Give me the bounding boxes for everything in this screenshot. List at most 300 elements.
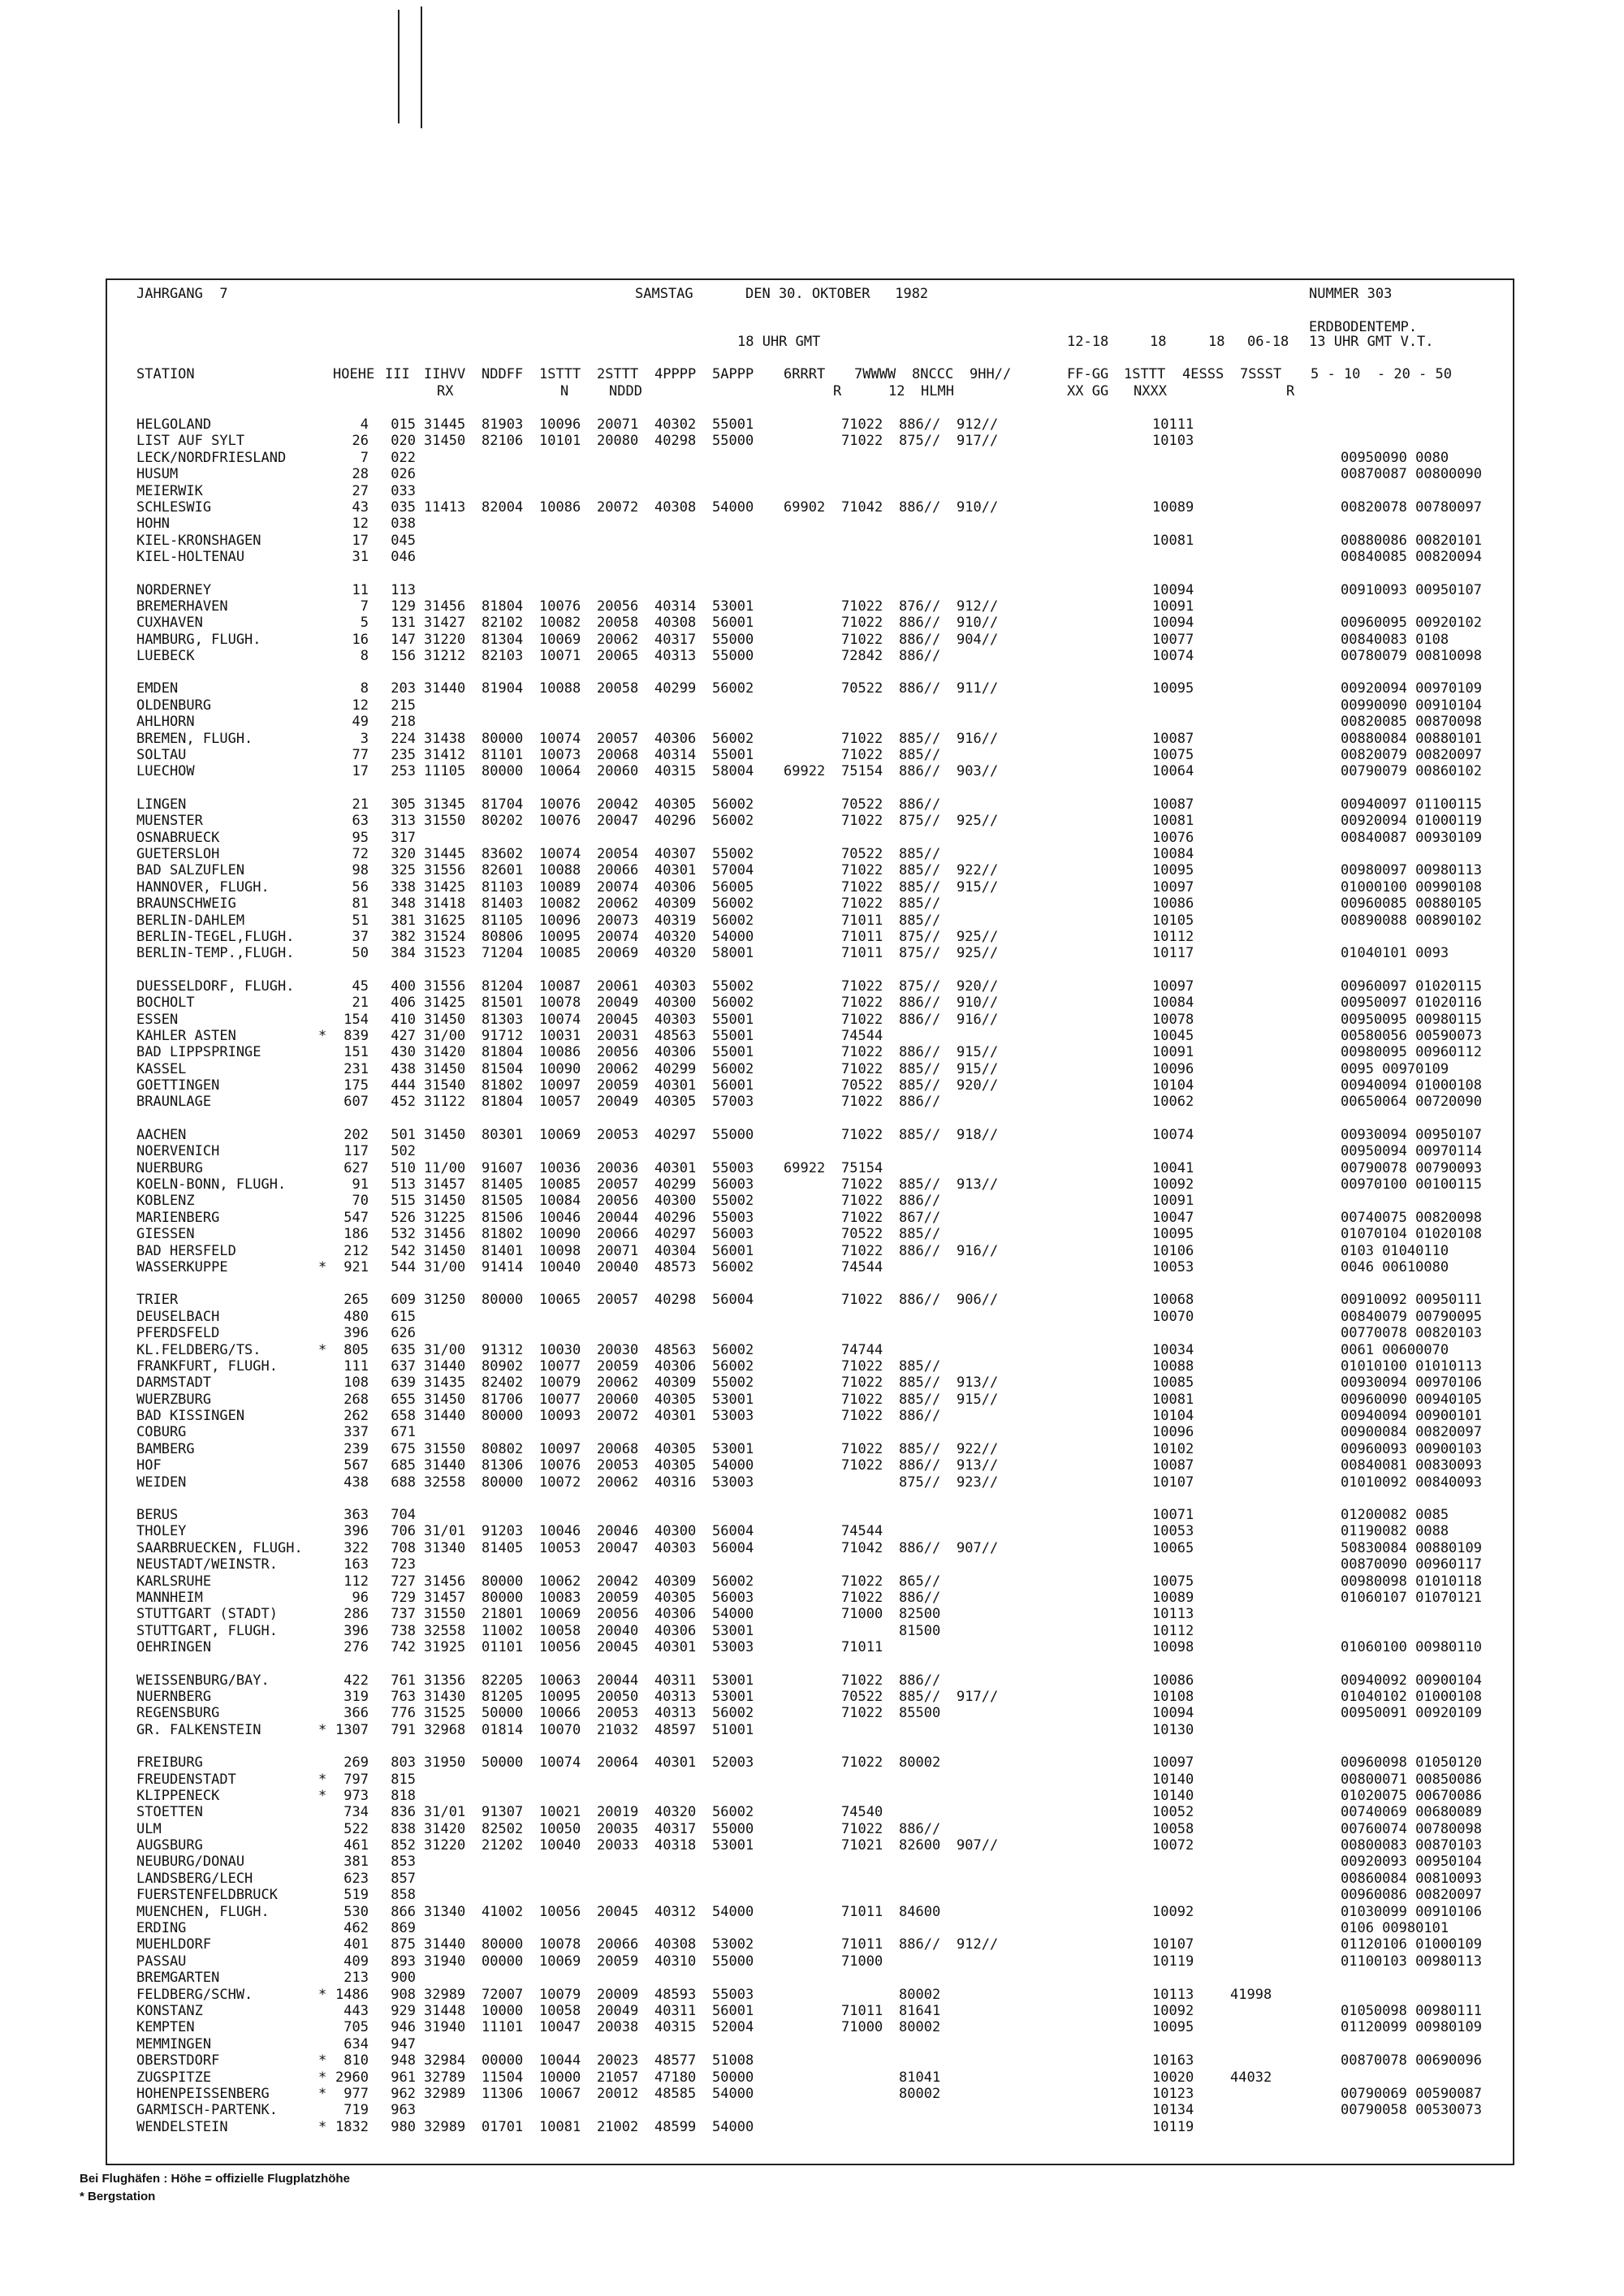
station-altitude: 396 — [343, 1325, 369, 1342]
group-iihvv — [424, 582, 482, 598]
table-row — [136, 615, 1519, 631]
group-4pppp: 40301 — [654, 1077, 697, 1094]
group-iihvv — [424, 1887, 482, 1903]
group-6rrrt — [784, 945, 841, 961]
table-row — [136, 1424, 1519, 1440]
table-row — [136, 1441, 1519, 1457]
group-6rrrt — [784, 615, 841, 631]
soil-temperatures: 00860084 00810093 — [1341, 1870, 1482, 1887]
group-8nccc: 886// — [899, 1672, 941, 1689]
table-row — [136, 1804, 1519, 1820]
soil-temperatures: 00980095 00960112 — [1341, 1044, 1482, 1061]
group-1sttt — [539, 1325, 597, 1341]
group-4pppp — [654, 2102, 712, 2118]
group-2sttt — [597, 1325, 654, 1341]
spacer — [416, 1871, 424, 1887]
group-ff-gg — [1051, 549, 1152, 565]
group-9hh: 910// — [957, 995, 999, 1012]
group-1sttt: 10074 — [539, 845, 581, 862]
station-index: 635 — [391, 1341, 416, 1358]
station-name: SCHLESWIG — [136, 498, 212, 516]
group-snow — [1230, 978, 1341, 995]
group-max-temp: 10072 — [1152, 1837, 1194, 1854]
station-index: 400 — [391, 978, 416, 995]
mountain-station-marker: * — [318, 1787, 327, 1804]
group-4pppp: 40296 — [654, 813, 697, 830]
group-6rrrt — [784, 1309, 841, 1325]
station-name: BAD KISSINGEN — [136, 1408, 245, 1425]
group-ff-gg — [1051, 1523, 1152, 1539]
station-altitude: 151 — [343, 1044, 369, 1061]
group-snow — [1230, 1342, 1341, 1358]
station-altitude: 186 — [343, 1226, 369, 1243]
spacer — [369, 1507, 377, 1523]
table-row — [136, 1243, 1519, 1259]
group-snow — [1230, 2119, 1341, 2135]
group-4pppp: 40320 — [654, 945, 697, 962]
spacer — [416, 1160, 424, 1176]
group-max-temp: 10113 — [1152, 1986, 1194, 2003]
group-7wwww: 75154 — [841, 763, 883, 780]
group-iihvv: 31940 — [424, 2019, 466, 2036]
group-5appp: 56002 — [712, 680, 754, 697]
group-iihvv — [424, 533, 482, 549]
group-4pppp — [654, 1309, 712, 1325]
group-8nccc — [899, 1788, 957, 1804]
station-name: WEISSENBURG/BAY. — [136, 1672, 270, 1689]
group-6rrrt — [784, 1457, 841, 1474]
group-ff-gg — [1051, 1408, 1152, 1424]
group-6rrrt — [784, 1590, 841, 1606]
group-nddff: 91203 — [482, 1523, 524, 1540]
group-ff-gg — [1051, 2119, 1152, 2135]
col-iii: III — [385, 366, 410, 382]
group-6rrrt — [784, 1705, 841, 1721]
station-altitude: 627 — [343, 1159, 369, 1176]
group-7wwww: 71022 — [841, 1440, 883, 1457]
spacer — [369, 1259, 377, 1275]
group-8nccc: 875// — [899, 945, 941, 962]
group-max-temp — [1152, 1854, 1230, 1870]
station-index: 815 — [391, 1771, 416, 1788]
group-max-temp: 10096 — [1152, 1424, 1194, 1441]
group-snow — [1230, 796, 1341, 813]
station-name: KLIPPENECK * — [136, 1787, 327, 1804]
table-row — [136, 896, 1519, 912]
group-2sttt: 20066 — [597, 1226, 639, 1243]
group-1sttt: 10079 — [539, 1986, 581, 2003]
table-row — [136, 2003, 1519, 2019]
group-snow — [1230, 1722, 1341, 1738]
group-9hh — [957, 1408, 1051, 1424]
group-9hh — [957, 1507, 1051, 1523]
group-iihvv: 31440 — [424, 680, 466, 697]
group-4pppp: 40308 — [654, 615, 697, 632]
group-5appp — [712, 1970, 784, 1986]
group-max-temp: 10113 — [1152, 1606, 1194, 1623]
table-row — [136, 450, 1519, 466]
group-2sttt: 20071 — [597, 416, 639, 433]
group-6rrrt — [784, 433, 841, 449]
group-7wwww — [841, 533, 899, 549]
group-iihvv — [424, 549, 482, 565]
station-name: NEUSTADT/WEINSTR. — [136, 1556, 278, 1573]
group-4pppp — [654, 450, 712, 466]
station-index: 729 — [391, 1590, 416, 1606]
group-2sttt: 20072 — [597, 498, 639, 516]
station-altitude: 202 — [343, 1126, 369, 1143]
group-8nccc: 886// — [899, 680, 941, 697]
group-iihvv: 31556 — [424, 862, 466, 879]
spacer — [369, 1821, 377, 1837]
col-4esss: 4ESSS — [1182, 366, 1224, 382]
station-name: SAARBRUECKEN, FLUGH. — [136, 1539, 303, 1556]
station-altitude: 96 — [352, 1590, 369, 1606]
spacer — [416, 1590, 424, 1606]
col-nddff: NDDFF — [482, 366, 524, 382]
group-6rrrt — [784, 747, 841, 763]
group-max-temp: 10047 — [1152, 1209, 1194, 1226]
group-4pppp — [654, 1788, 712, 1804]
group-snow — [1230, 1259, 1341, 1275]
group-nddff: 82205 — [482, 1672, 524, 1689]
group-1sttt — [539, 830, 597, 846]
group-6rrrt — [784, 1259, 841, 1275]
table-row — [136, 846, 1519, 862]
soil-temperatures: 00960090 00940105 — [1341, 1391, 1482, 1408]
table-row — [136, 862, 1519, 878]
group-snow — [1230, 879, 1341, 896]
group-4pppp: 40315 — [654, 2019, 697, 2036]
station-name: MUENSTER — [136, 813, 203, 830]
station-name: ZUGSPITZE * — [136, 2069, 327, 2086]
station-name: OBERSTDORF * — [136, 2052, 327, 2069]
group-7wwww: 71022 — [841, 1126, 883, 1143]
group-1sttt: 10074 — [539, 1754, 581, 1772]
group-1sttt: 10076 — [539, 813, 581, 830]
group-ff-gg — [1051, 1259, 1152, 1275]
station-altitude: 213 — [343, 1970, 369, 1987]
station-altitude: 28 — [352, 466, 369, 483]
group-nddff — [482, 582, 539, 598]
group-1sttt: 10040 — [539, 1258, 581, 1275]
group-max-temp — [1152, 1871, 1230, 1887]
group-8nccc — [899, 1259, 957, 1275]
group-1sttt: 10085 — [539, 945, 581, 962]
group-max-temp: 10062 — [1152, 1094, 1194, 1111]
station-index: 026 — [391, 466, 416, 483]
group-iihvv — [424, 1871, 482, 1887]
group-6rrrt — [784, 1689, 841, 1705]
spacer — [416, 995, 424, 1011]
group-4pppp: 40313 — [654, 1705, 697, 1722]
group-8nccc: 886// — [899, 1193, 941, 1210]
group-snow — [1230, 648, 1341, 664]
group-ff-gg — [1051, 582, 1152, 598]
spacer — [416, 2036, 424, 2052]
group-iihvv: 31356 — [424, 1672, 466, 1689]
table-row — [136, 1127, 1519, 1143]
group-8nccc — [899, 1028, 957, 1044]
spacer — [416, 1672, 424, 1689]
group-9hh — [957, 1590, 1051, 1606]
group-ff-gg — [1051, 995, 1152, 1011]
group-snow — [1230, 1176, 1341, 1193]
group-7wwww — [841, 582, 899, 598]
table-row — [136, 1392, 1519, 1408]
group-4pppp — [654, 1854, 712, 1870]
station-index: 900 — [391, 1970, 416, 1987]
group-1sttt: 10070 — [539, 1721, 581, 1738]
group-6rrrt — [784, 1804, 841, 1820]
group-2sttt — [597, 697, 654, 714]
group-5appp — [712, 450, 784, 466]
group-8nccc: 886// — [899, 1590, 941, 1606]
group-ff-gg — [1051, 1028, 1152, 1044]
group-snow — [1230, 2019, 1341, 2035]
group-8nccc — [899, 582, 957, 598]
group-5appp — [712, 2036, 784, 2052]
group-7wwww: 71022 — [841, 1094, 883, 1111]
group-9hh — [957, 549, 1051, 565]
group-iihvv — [424, 1854, 482, 1870]
group-4pppp: 48597 — [654, 1721, 697, 1738]
station-name: EMDEN — [136, 680, 179, 697]
group-max-temp: 10065 — [1152, 1539, 1194, 1556]
soil-temperatures: 00840085 00820094 — [1341, 549, 1482, 566]
group-9hh — [957, 1325, 1051, 1341]
group-9hh — [957, 1754, 1051, 1771]
group-7wwww: 71011 — [841, 912, 883, 929]
group-iihvv: 11413 — [424, 498, 466, 516]
group-max-temp: 10076 — [1152, 829, 1194, 846]
group-9hh: 920// — [957, 978, 999, 995]
spacer — [369, 1639, 377, 1655]
group-iihvv: 32558 — [424, 1474, 466, 1491]
group-7wwww — [841, 2086, 899, 2102]
spacer — [369, 1837, 377, 1854]
spacer — [416, 1722, 424, 1738]
group-ff-gg — [1051, 1754, 1152, 1771]
group-5appp: 55001 — [712, 1011, 754, 1028]
group-7wwww: 71022 — [841, 1408, 883, 1425]
station-name: AUGSBURG — [136, 1837, 203, 1854]
table-row — [136, 714, 1519, 730]
station-name: BERLIN-TEMP.,FLUGH. — [136, 945, 295, 962]
group-9hh: 903// — [957, 763, 999, 780]
group-8nccc: 886// — [899, 1408, 941, 1425]
station-index: 866 — [391, 1903, 416, 1920]
station-index: 836 — [391, 1804, 416, 1821]
group-max-temp: 10087 — [1152, 730, 1194, 747]
group-2sttt: 20036 — [597, 1159, 639, 1176]
group-9hh: 916// — [957, 730, 999, 747]
group-iihvv: 31438 — [424, 730, 466, 747]
spacer — [369, 1606, 377, 1622]
group-2sttt: 20049 — [597, 995, 639, 1012]
station-name: ULM — [136, 1820, 162, 1837]
station-index: 020 — [391, 433, 416, 450]
group-iihvv — [424, 1424, 482, 1440]
group-2sttt: 20038 — [597, 2019, 639, 2036]
group-7wwww — [841, 1772, 899, 1788]
group-2sttt — [597, 1143, 654, 1159]
group-ff-gg — [1051, 1590, 1152, 1606]
group-7wwww — [841, 1424, 899, 1440]
group-max-temp: 10112 — [1152, 928, 1194, 945]
spacer — [416, 2019, 424, 2035]
station-index: 946 — [391, 2019, 416, 2036]
col-r: R — [833, 383, 842, 399]
group-max-temp: 10034 — [1152, 1341, 1194, 1358]
station-altitude: 12 — [352, 697, 369, 714]
group-8nccc — [899, 2036, 957, 2052]
spacer — [369, 731, 377, 747]
group-6rrrt — [784, 995, 841, 1011]
jahrgang-label: JAHRGANG 7 — [136, 286, 228, 302]
group-nddff: 82106 — [482, 433, 524, 450]
group-1sttt — [539, 1871, 597, 1887]
spacer — [369, 1705, 377, 1721]
group-nddff: 81204 — [482, 978, 524, 995]
group-1sttt — [539, 1887, 597, 1903]
group-ff-gg — [1051, 1243, 1152, 1259]
spacer — [369, 1523, 377, 1539]
group-4pppp — [654, 533, 712, 549]
spacer — [369, 632, 377, 648]
station-altitude: 719 — [343, 2102, 369, 2119]
station-name: DARMSTADT — [136, 1375, 212, 1392]
soil-temperatures — [1341, 1722, 1519, 1738]
station-altitude: 381 — [343, 1854, 369, 1871]
spacer — [369, 1028, 377, 1044]
spacer — [416, 1292, 424, 1308]
group-1sttt — [539, 2036, 597, 2052]
group-4pppp: 40306 — [654, 1357, 697, 1375]
station-index: 452 — [391, 1094, 416, 1111]
footnote-mountain-station: * Bergstation — [80, 2190, 156, 2203]
station-index: 875 — [391, 1936, 416, 1953]
group-1sttt: 10078 — [539, 1936, 581, 1953]
group-max-temp: 10163 — [1152, 2052, 1194, 2069]
table-row — [136, 466, 1519, 482]
group-snow — [1230, 1556, 1341, 1573]
mountain-station-marker: * — [318, 2069, 327, 2086]
spacer — [369, 813, 377, 829]
station-name: FREUDENSTADT * — [136, 1771, 327, 1788]
station-index: 320 — [391, 845, 416, 862]
soil-temperatures: 00980098 01010118 — [1341, 1573, 1482, 1590]
table-row — [136, 433, 1519, 449]
group-nddff — [482, 1854, 539, 1870]
spacer — [369, 1623, 377, 1639]
group-nddff: 82601 — [482, 862, 524, 879]
station-altitude: 797 — [343, 1771, 369, 1788]
table-row — [136, 929, 1519, 945]
table-row — [136, 598, 1519, 615]
station-altitude: 839 — [343, 1027, 369, 1044]
spacer — [416, 1788, 424, 1804]
station-name: STOETTEN — [136, 1804, 203, 1821]
group-nddff: 82004 — [482, 498, 524, 516]
spacer — [416, 533, 424, 549]
spacer — [416, 1441, 424, 1457]
group-snow — [1230, 1193, 1341, 1209]
group-1sttt: 10097 — [539, 1077, 581, 1094]
group-7wwww: 71022 — [841, 995, 883, 1012]
group-1sttt: 10069 — [539, 1606, 581, 1623]
group-ff-gg — [1051, 1061, 1152, 1077]
group-iihvv: 32968 — [424, 1721, 466, 1738]
group-7wwww — [841, 1143, 899, 1159]
group-7wwww — [841, 1722, 899, 1738]
station-name: BERUS — [136, 1507, 179, 1524]
group-iihvv — [424, 714, 482, 730]
group-nddff — [482, 1887, 539, 1903]
station-altitude: 519 — [343, 1887, 369, 1904]
group-5appp: 56002 — [712, 1341, 754, 1358]
spacer — [369, 796, 377, 813]
table-row — [136, 796, 1519, 813]
group-4pppp — [654, 697, 712, 714]
spacer — [369, 2036, 377, 2052]
station-index: 727 — [391, 1573, 416, 1590]
group-ff-gg — [1051, 2019, 1152, 2035]
group-8nccc: 875// — [899, 1474, 941, 1491]
group-5appp: 56002 — [712, 1573, 754, 1590]
group-4pppp: 40304 — [654, 1242, 697, 1259]
group-7wwww: 71011 — [841, 1936, 883, 1953]
station-name: HOHN — [136, 516, 170, 533]
station-altitude: 977 — [343, 2085, 369, 2102]
group-7wwww: 71000 — [841, 2019, 883, 2036]
group-nddff — [482, 466, 539, 482]
soil-temperatures — [1341, 483, 1519, 499]
group-2sttt: 21032 — [597, 1721, 639, 1738]
group-5appp: 55000 — [712, 1126, 754, 1143]
table-row — [136, 1094, 1519, 1110]
group-snow — [1230, 1689, 1341, 1705]
group-5appp: 55000 — [712, 631, 754, 648]
group-ff-gg — [1051, 1210, 1152, 1226]
station-index: 961 — [391, 2069, 416, 2086]
group-7wwww: 71000 — [841, 1606, 883, 1623]
group-2sttt — [597, 1772, 654, 1788]
group-max-temp: 10130 — [1152, 1721, 1194, 1738]
group-nddff — [482, 714, 539, 730]
station-altitude: 21 — [352, 995, 369, 1012]
group-2sttt — [597, 714, 654, 730]
group-7wwww — [841, 1887, 899, 1903]
group-5appp: 55002 — [712, 978, 754, 995]
group-nddff — [482, 450, 539, 466]
spacer — [416, 582, 424, 598]
station-index: 131 — [391, 615, 416, 632]
group-5appp — [712, 1788, 784, 1804]
group-2sttt: 20053 — [597, 1705, 639, 1722]
station-name: BAD LIPPSPRINGE — [136, 1044, 261, 1061]
station-name: SOLTAU — [136, 747, 187, 764]
spacer — [369, 1309, 377, 1325]
group-2sttt: 20068 — [597, 1440, 639, 1457]
group-6rrrt — [784, 1523, 841, 1539]
group-7wwww: 71022 — [841, 1357, 883, 1375]
group-7wwww — [841, 2036, 899, 2052]
group-4pppp: 40311 — [654, 1672, 697, 1689]
group-2sttt — [597, 1424, 654, 1440]
group-1sttt: 10076 — [539, 1457, 581, 1474]
group-ff-gg — [1051, 615, 1152, 631]
